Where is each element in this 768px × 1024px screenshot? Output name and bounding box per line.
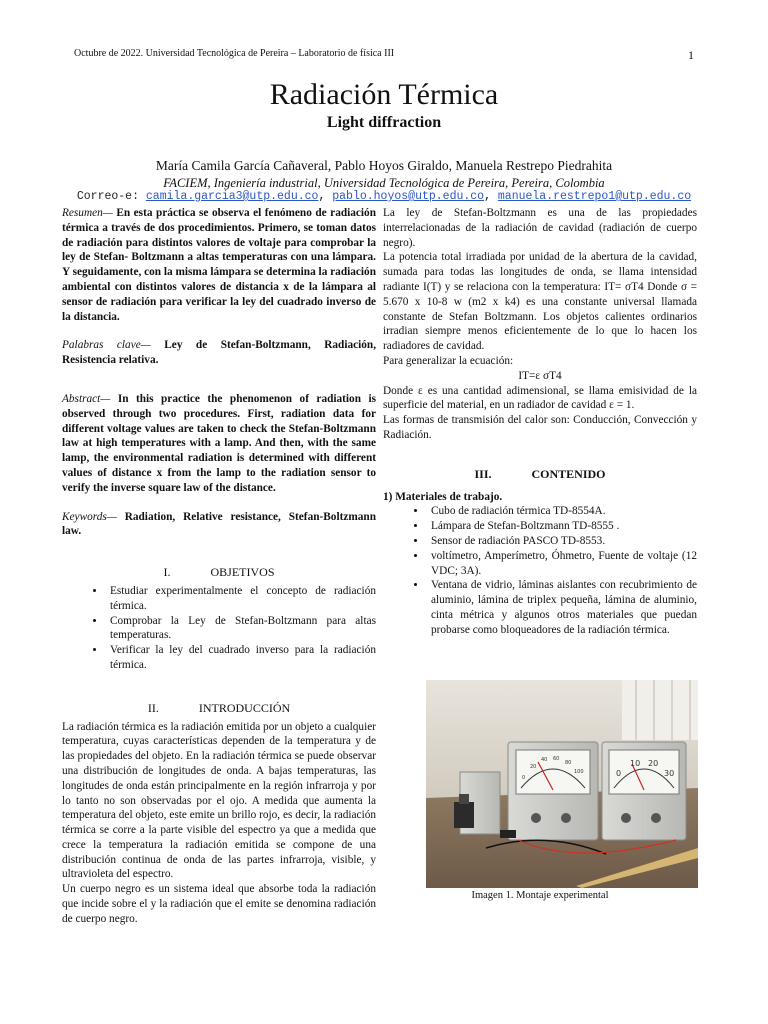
lamp (454, 802, 474, 828)
right-paragraph-2: La potencia total irradiada por unidad de la abertura de la cavidad, sumada para todas las longitudes de onda, se llama intensidad radiante I(T) y se relaciona con la temperatura: IT= σT4 Donde σ = 5.670 x 10-8 w (m2 x k4) es una constante universal llamada constante de Stefan Boltzmann. Los objetos calientes ordinarios irradian siempre menos eficientemente de lo que lo hacen los radiadores de cavidad. (383, 251, 697, 353)
section-title: OBJETIVOS (210, 565, 275, 580)
keywords-es (62, 338, 376, 368)
list-item: • voltímetro, Amperímetro, Óhmetro, Fuente de voltaje (12 VDC; 3A). (427, 549, 697, 579)
right-paragraph-4: Donde ε es una cantidad adimensional, se llama emisividad de la superficie del material, en un radiador de cavidad ε = 1. (383, 384, 697, 412)
left-column (62, 206, 376, 927)
meter-left-tick: 40 (541, 757, 548, 763)
list-item: • Lámpara de Stefan-Boltzmann TD-8555 . (427, 519, 697, 534)
section-content-heading (383, 467, 697, 482)
right-paragraph-5: Las formas de transmisión del calor son: Conducción, Convección y Radiación. (383, 414, 697, 441)
list-item: • Ventana de vidrio, láminas aislantes con recubrimiento de aluminio, lámina de triplex pequeña, lámina de aluminio, cinta métrica y algunos otros materiales que puedan probarse como bloqueadores de la radiación térmica. (427, 578, 697, 637)
meter-left-tick: 20 (530, 764, 537, 770)
page-number: 1 (688, 48, 694, 62)
running-title: Octubre de 2022. Universidad Tecnológica de Pereira – Laboratorio de física III (74, 48, 395, 59)
keywords-en-label: Keywords— (62, 510, 117, 523)
section-title: INTRODUCCIÓN (198, 700, 291, 715)
stefan-boltzmann-equation: IT=ε σT4 (518, 369, 562, 382)
meter-left-tick: 100 (574, 769, 584, 775)
paper-subtitle: Light diffraction (326, 114, 442, 131)
abstract-en-label: Abstract— (62, 392, 111, 405)
right-paragraph-3: Para generalizar la ecuación: (383, 354, 514, 367)
abstract-en (62, 392, 376, 496)
section-number: II. (147, 700, 159, 715)
abstract-es-text: En esta práctica se observa el fenómeno de radiación térmica a través de dos procedimientos. Primero, se toman datos de radiación para distintos valores de voltaje para comprobar la ley de Stefan- Boltzmann a altas temperaturas con una lámpara. Y seguidamente, con la misma lámpara se determina la radiación ambiental con distintos valores de distancia x de la lámpara al sensor de radiación para verificar la ley del cuadrado inverso de la distancia. (62, 207, 376, 323)
affiliation: FACIEM, Ingeniería industrial, Universidad Tecnológica de Pereira, Pereira, Colombia (163, 176, 605, 190)
keywords-en-text: Radiation, Relative resistance, Stefan-Boltzmann law. (62, 510, 376, 538)
list-item: • Sensor de radiación PASCO TD-8553. (427, 534, 697, 549)
meter-right-tick: 10 (630, 759, 641, 768)
meter-right-tick: 30 (664, 769, 675, 778)
meter-left-tick: 0 (522, 775, 526, 781)
email-label: Correo-e: (76, 190, 139, 203)
abstract-es (62, 206, 376, 324)
section-introduction-heading (62, 701, 376, 716)
meter-right-tick: 0 (616, 769, 622, 778)
abstract-en-text: In this practice the phenomenon of radiation is observed through two procedures. First, radiation data for different voltage values are taken to check the Stefan-Boltzmann law at high temperatures with a lamp. And then, with the same lamp, the environmental radiation is determined with different values of distance x from the lamp to the radiation sensor to verify the inverse square law of the distance. (62, 392, 376, 494)
photo-illustration (426, 680, 698, 888)
list-item: • Cubo de radiación térmica TD-8554A. (427, 504, 697, 519)
email-link-2[interactable]: pablo.hoyos@utp.edu.co (332, 190, 485, 203)
authors: María Camila García Cañaveral, Pablo Hoyos Giraldo, Manuela Restrepo Piedrahita (155, 158, 613, 173)
right-paragraph-1: La ley de Stefan-Boltzmann es una de las propiedades interrelacionadas de la radiación de cavidad (radiación de cuerpo negro). (383, 207, 697, 249)
right-column (383, 206, 697, 638)
materials-subheading: 1) Materiales de trabajo. (383, 490, 503, 503)
objectives-list (62, 584, 376, 673)
section-title: CONTENIDO (531, 466, 606, 481)
radiation-sensor (500, 830, 516, 838)
keywords-en (62, 510, 376, 540)
list-item: • Verificar la ley del cuadrado inverso para la radiación térmica. (106, 643, 376, 673)
meter-left-tick: 80 (565, 760, 572, 766)
experimental-setup-photo (426, 680, 698, 888)
section-number: I. (163, 565, 171, 580)
section-objectives-heading (62, 565, 376, 580)
email-link-3[interactable]: manuela.restrepo1@utp.edu.co (497, 190, 692, 203)
figure-caption: Imagen 1. Montaje experimental (471, 890, 609, 901)
list-item: • Estudiar experimentalmente el concepto de radiación térmica. (106, 584, 376, 614)
abstract-es-label: Resumen— (62, 207, 113, 219)
window (622, 680, 698, 740)
meter-left-tick: 60 (553, 756, 560, 762)
list-item: • Comprobar la Ley de Stefan-Boltzmann para altas temperaturas. (106, 614, 376, 644)
email-link-1[interactable]: camila.garcia3@utp.edu.co (145, 190, 319, 203)
section-number: III. (474, 466, 492, 481)
keywords-es-text: Ley de Stefan-Boltzmann, Radiación, Resistencia relativa. (62, 339, 377, 367)
running-header (74, 48, 694, 62)
intro-paragraph-2: Un cuerpo negro es un sistema ideal que absorbe toda la radiación que incide sobre el y la radiación que el emite se denomina radiación de cuerpo negro. (62, 883, 376, 925)
paper-title: Radiación Térmica (269, 78, 499, 111)
keywords-es-label: Palabras clave— (62, 339, 151, 352)
materials-list (383, 504, 697, 637)
intro-paragraph-1: La radiación térmica es la radiación emitida por un objeto a cualquier temperatura, cuyas características dependen de la temperatura y de las propiedades del objeto. En la radiación térmica se puede observar una distribución de longitudes de onda. A bajas temperaturas, las longitudes de onda están principalmente en la región infrarroja y por lo tanto no son observadas por el ojo. A medida que aumenta la temperatura del objeto, este emite un brillo rojo, es decir, la radiación térmica se corre a la parte visible del espectro ya que a medida que crece la temperatura la radiación emitida se compone de una distribución continua de onda de las partes infrarroja, visible, y ultravioleta del espectro. (62, 720, 376, 881)
meter-right-tick: 20 (648, 759, 659, 768)
email-line: Correo-e: camila.garcia3@utp.edu.co, pablo.hoyos@utp.edu.co, manuela.restrepo1@utp.edu.co (76, 190, 692, 203)
